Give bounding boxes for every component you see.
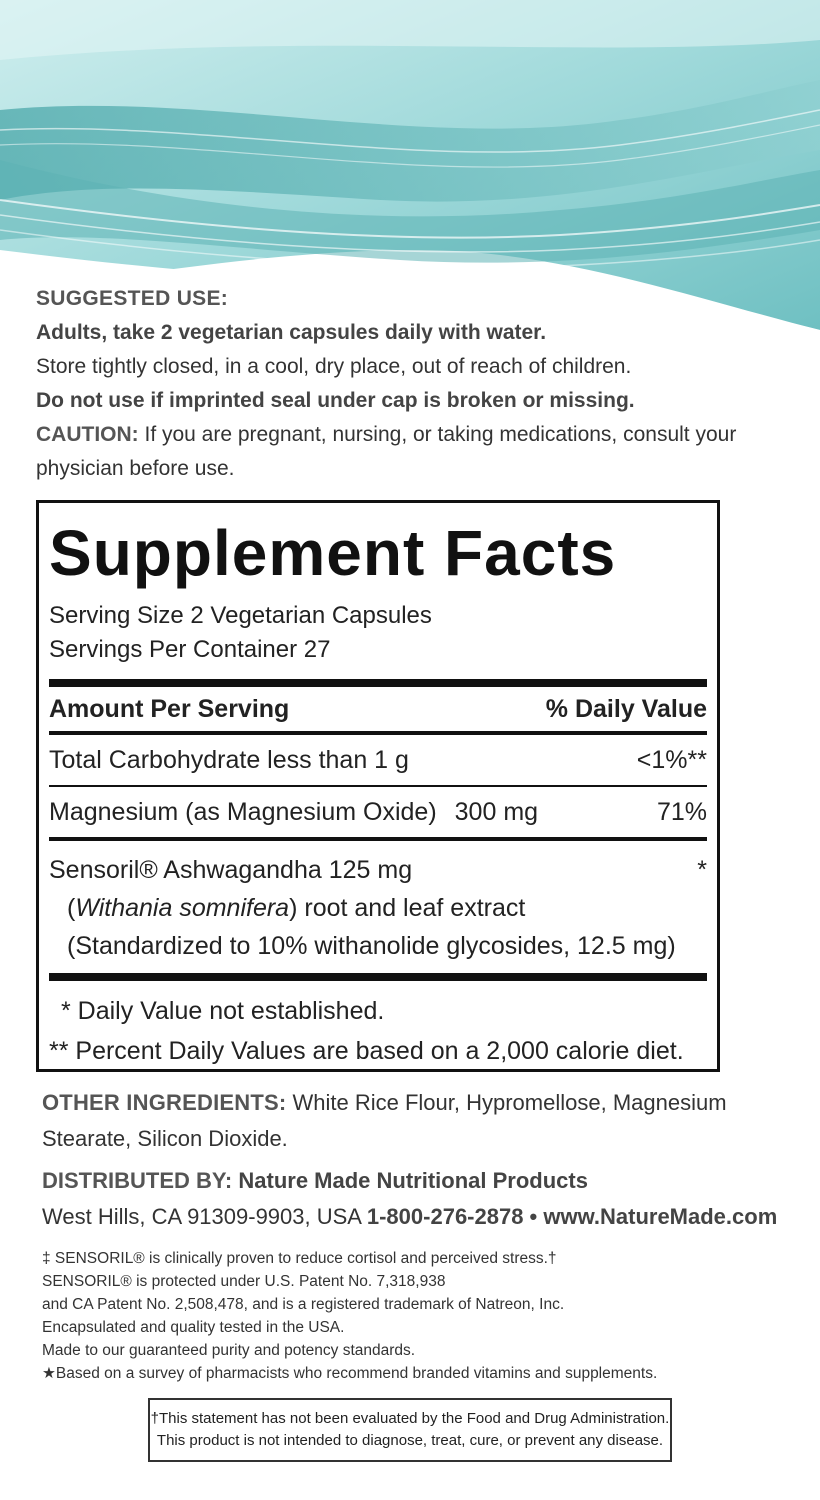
- fine-print-line: and CA Patent No. 2,508,478, and is a registered trademark of Natreon, Inc.: [42, 1296, 565, 1313]
- ashwagandha-row: [49, 841, 707, 973]
- seal-warning: Do not use if imprinted seal under cap is broken or missing.: [36, 389, 635, 412]
- nutrient-name: Magnesium (as Magnesium Oxide): [49, 797, 437, 826]
- other-ingredients-label: OTHER INGREDIENTS:: [42, 1090, 287, 1115]
- caution-statement: [36, 418, 786, 486]
- distributed-by-label: DISTRIBUTED BY:: [42, 1168, 233, 1193]
- distributor-contact: 1-800-276-2878 • www.NatureMade.com: [366, 1204, 778, 1229]
- fine-print-line: ★Based on a survey of pharmacists who recommend branded vitamins and supplements.: [42, 1365, 658, 1382]
- open-paren: (: [67, 894, 76, 922]
- fine-print-line: Made to our guaranteed purity and potency standards.: [42, 1342, 416, 1359]
- distributor-info: [42, 1163, 802, 1235]
- nutrient-row: [49, 735, 707, 785]
- nutrient-name: Total Carbohydrate less than 1 g: [49, 745, 409, 774]
- nutrient-amount: 300 mg: [454, 797, 539, 826]
- fine-print-line: Encapsulated and quality tested in the USA.: [42, 1319, 345, 1336]
- extract-description: ) root and leaf extract: [289, 894, 526, 922]
- storage-instruction: Store tightly closed, in a cool, dry place, out of reach of children.: [36, 355, 632, 378]
- fine-print-line: ‡ SENSORIL® is clinically proven to reduce cortisol and perceived stress.†: [42, 1250, 557, 1267]
- thick-divider: [49, 679, 707, 687]
- distributor-address: West Hills, CA 91309-9903, USA: [42, 1204, 367, 1229]
- serving-size: Serving Size 2 Vegetarian Capsules: [49, 602, 432, 629]
- suggested-use-heading: SUGGESTED USE:: [36, 287, 229, 310]
- caution-label: CAUTION:: [36, 423, 139, 446]
- footnote-calorie-diet: ** Percent Daily Values are based on a 2,000 calorie diet.: [49, 1037, 684, 1065]
- fda-disclaimer-line: †This statement has not been evaluated by the Food and Drug Administration.: [150, 1410, 670, 1427]
- wave-graphic: [0, 0, 820, 330]
- fine-print-line: SENSORIL® is protected under U.S. Patent No. 7,318,938: [42, 1273, 446, 1290]
- footnote-daily-value: * Daily Value not established.: [61, 997, 385, 1025]
- standardization-note: [49, 927, 707, 965]
- nutrient-row: [49, 787, 707, 837]
- fda-disclaimer-line: This product is not intended to diagnose, treat, cure, or prevent any disease.: [156, 1432, 664, 1449]
- facts-header-row: [49, 687, 707, 731]
- fda-disclaimer-box: [148, 1398, 672, 1462]
- other-ingredients: [42, 1085, 782, 1157]
- thick-divider: [49, 973, 707, 981]
- amount-per-serving-header: Amount Per Serving: [49, 694, 290, 723]
- caution-text: If you are pregnant, nursing, or taking medications, consult your physician before use.: [36, 423, 737, 480]
- decorative-wave-banner: [0, 0, 820, 330]
- fine-print: [42, 1247, 782, 1385]
- servings-per-container: Servings Per Container 27: [49, 636, 331, 663]
- other-ingredients-text: White Rice Flour, Hypromellose, Magnesium Stearate, Silicon Dioxide.: [42, 1090, 727, 1151]
- supplement-facts-title: Supplement Facts: [49, 517, 617, 589]
- standardization-text: (Standardized to 10% withanolide glycosides, 12.5 mg): [67, 932, 676, 960]
- supplement-facts-panel: [36, 500, 720, 1072]
- daily-value-header: % Daily Value: [545, 694, 707, 723]
- nutrient-dv: 71%: [656, 797, 707, 826]
- latin-name: Withania somnifera: [75, 894, 290, 922]
- distributor-company: Nature Made Nutritional Products: [232, 1168, 588, 1193]
- dosage-instruction: Adults, take 2 vegetarian capsules daily with water.: [36, 321, 547, 344]
- nutrient-dv: <1%**: [636, 745, 707, 774]
- ashwagandha-name: Sensoril® Ashwagandha 125 mg: [49, 856, 413, 884]
- ashwagandha-dv: *: [697, 856, 707, 884]
- suggested-use-section: [36, 282, 786, 486]
- ashwagandha-description: [49, 889, 707, 927]
- facts-footnotes: [49, 981, 707, 1071]
